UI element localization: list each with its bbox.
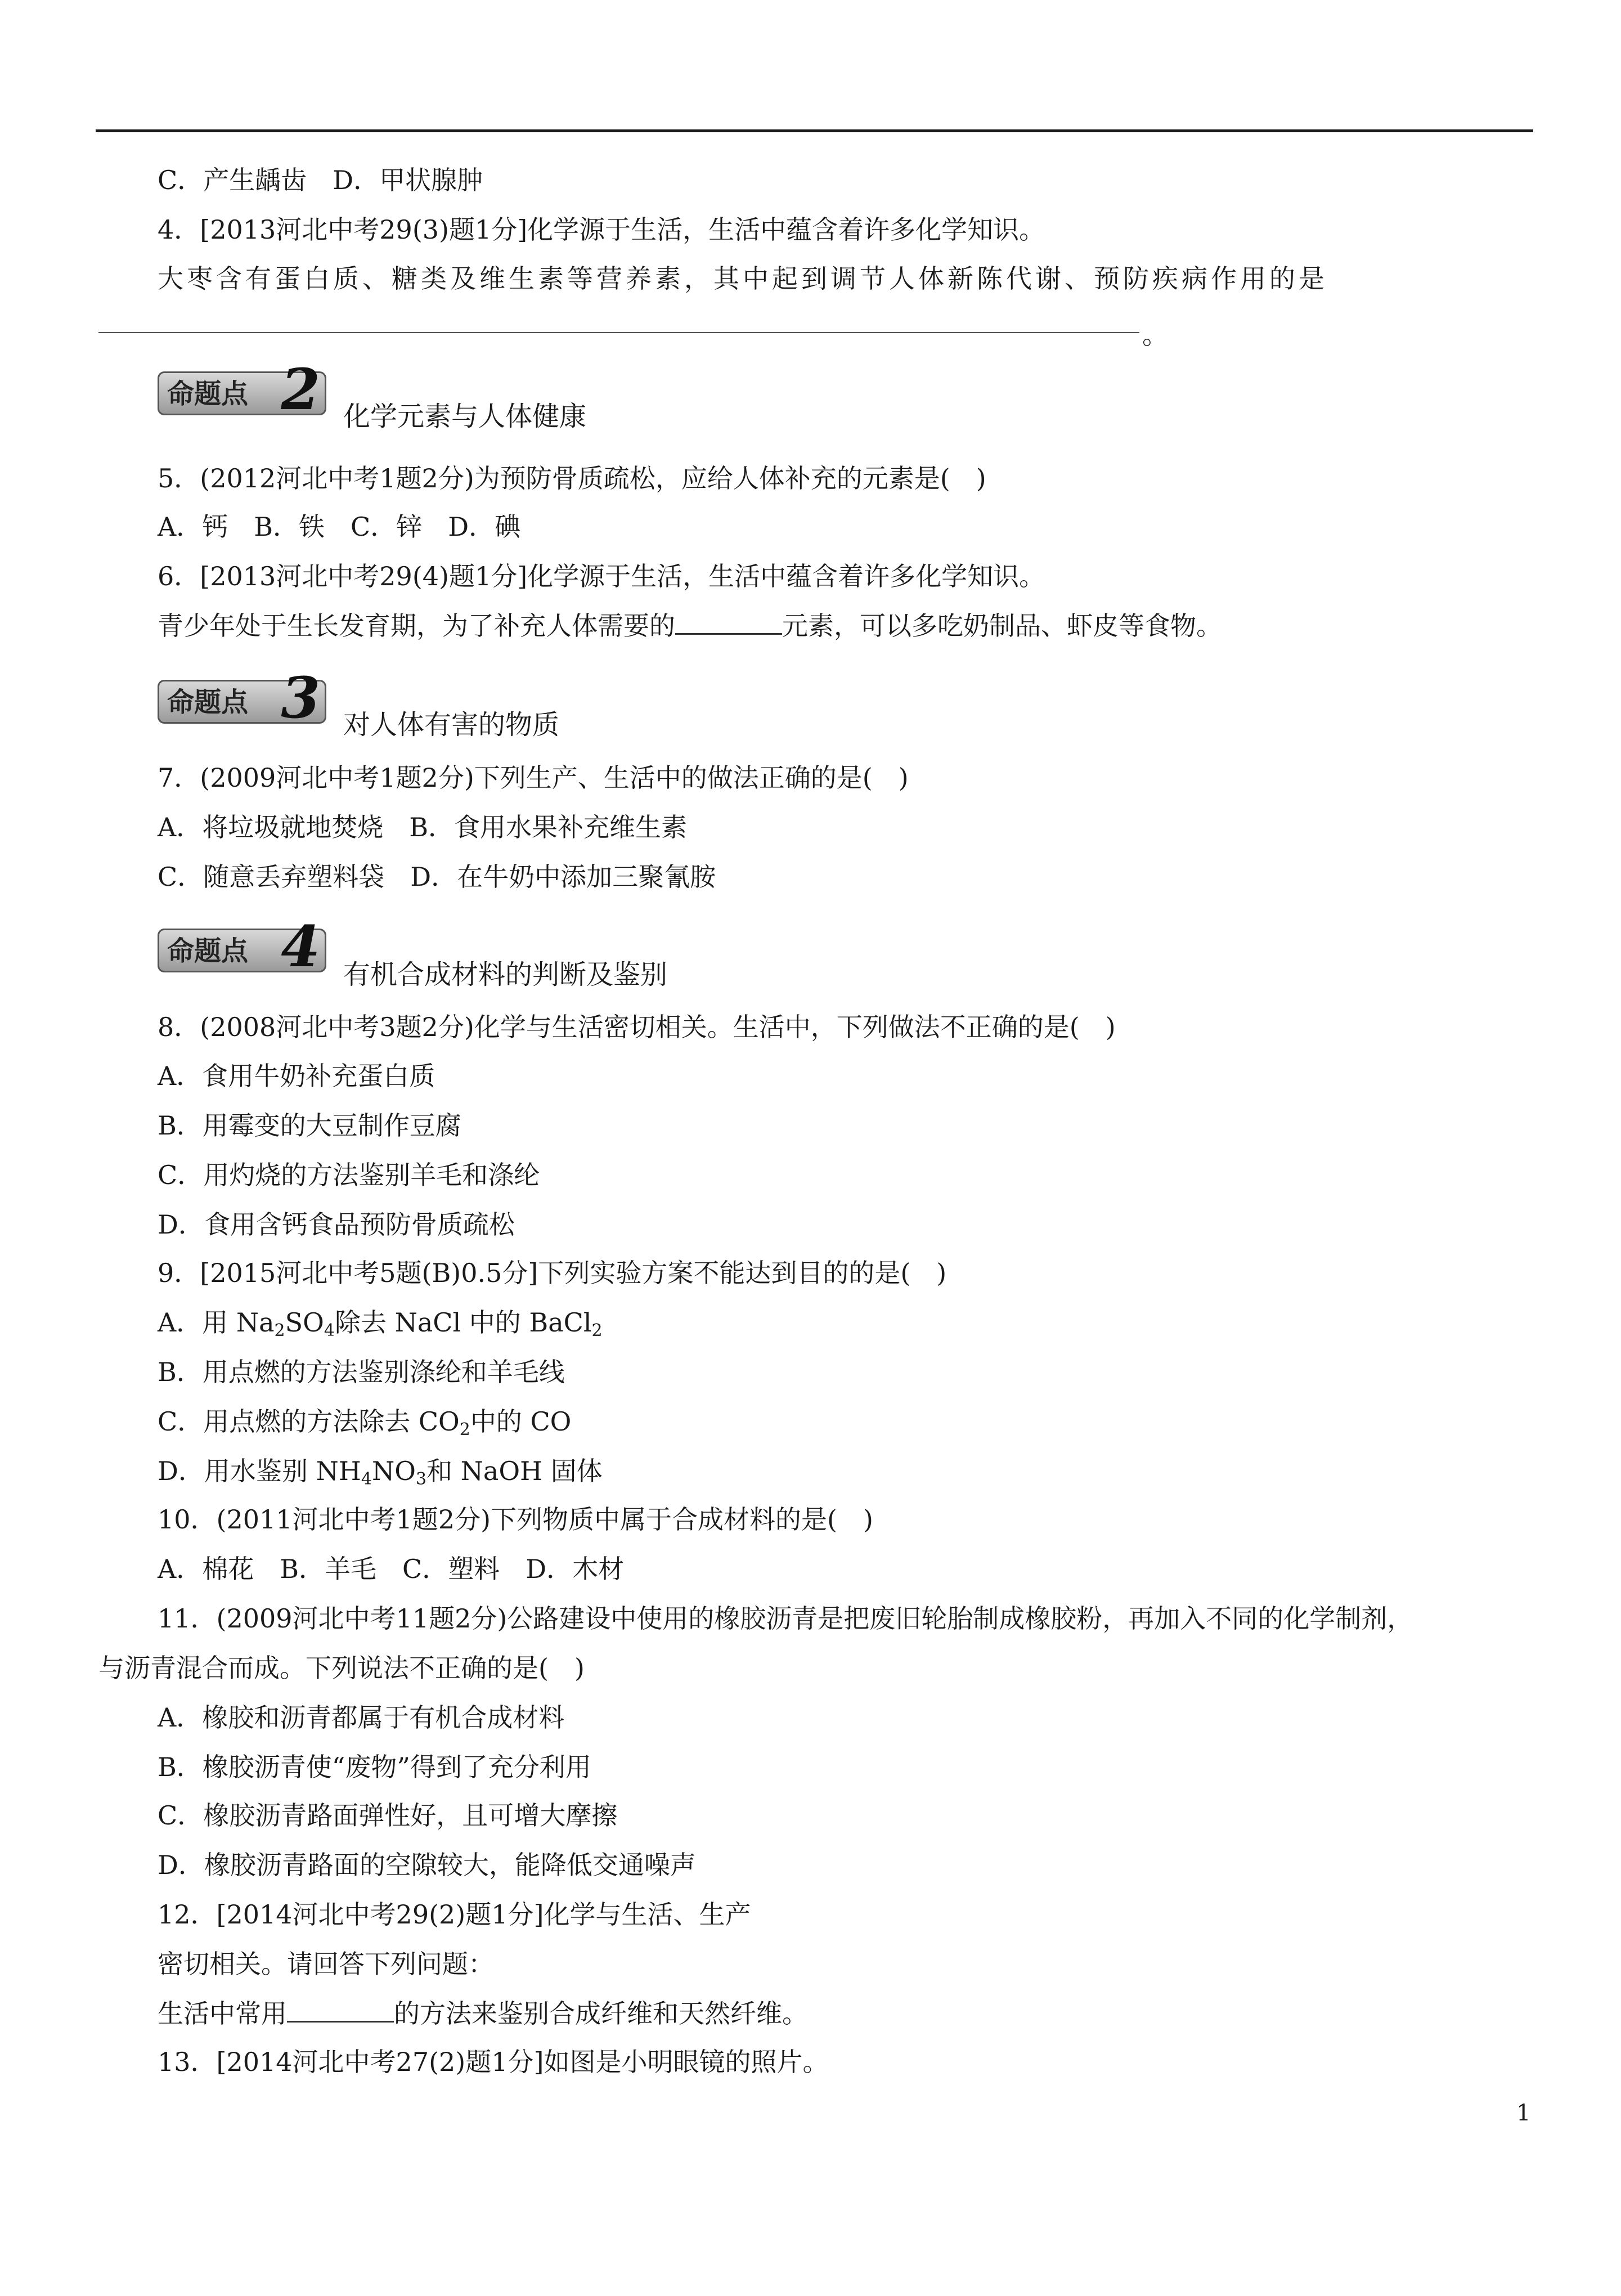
section-title-3: 对人体有害的物质	[343, 709, 560, 741]
q9-option-c	[158, 1405, 571, 1438]
q9-d-sub: 4	[361, 1469, 372, 1489]
q12-line2: 密切相关。请回答下列问题：	[158, 1949, 494, 1979]
q12-text-after: 的方法来鉴别合成纤维和天然纤维。	[394, 1998, 808, 2029]
q8-option-a: A．食用牛奶补充蛋白质	[158, 1061, 435, 1091]
q9-a-sub: 2	[274, 1321, 285, 1340]
q9-a-sub: 4	[324, 1321, 335, 1340]
q3-options: C．产生龋齿 D．甲状腺肿	[158, 165, 483, 195]
q12-stem: 12．[2014河北中考29(2)题1分]化学与生活、生产	[158, 1899, 751, 1930]
section-badge-3	[158, 665, 326, 731]
q4-stem: 4．[2013河北中考29(3)题1分]化学源于生活，生活中蕴含着许多化学知识。	[158, 214, 1045, 245]
q6-answer-blank	[675, 611, 782, 635]
section-badge-4	[158, 913, 326, 980]
header-rule	[96, 129, 1533, 132]
q9-c-text: 中的 CO	[470, 1406, 572, 1437]
q7-options-1: A．将垃圾就地焚烧 B．食用水果补充维生素	[158, 812, 688, 842]
q12-answer-blank	[287, 1998, 394, 2023]
q8-stem: 8．(2008河北中考3题2分)化学与生活密切相关。生活中，下列做法不正确的是( )	[158, 1012, 1116, 1042]
q11-option-b: B．橡胶沥青使“废物”得到了充分利用	[158, 1752, 591, 1782]
section-badge-label: 命题点	[167, 687, 249, 718]
q10-options: A．棉花 B．羊毛 C．塑料 D．木材	[158, 1554, 625, 1584]
section-badge-2	[158, 356, 326, 423]
q8-option-c: C．用灼烧的方法鉴别羊毛和涤纶	[158, 1160, 540, 1190]
section-title-4: 有机合成材料的判断及鉴别	[343, 959, 668, 990]
q11-option-c: C．橡胶沥青路面弹性好，且可增大摩擦	[158, 1800, 618, 1831]
section-badge-number: 2	[281, 356, 320, 423]
q6-line2	[158, 609, 1222, 643]
q9-stem: 9．[2015河北中考5题(B)0.5分]下列实验方案不能达到目的的是( )	[158, 1258, 947, 1288]
q7-options-2: C．随意丢弃塑料袋 D．在牛奶中添加三聚氰胺	[158, 862, 716, 892]
q9-option-a	[158, 1306, 603, 1339]
q6-text-before: 青少年处于生长发育期，为了补充人体需要的	[158, 611, 675, 641]
q9-option-b: B．用点燃的方法鉴别涤纶和羊毛线	[158, 1357, 565, 1387]
section-title-2: 化学元素与人体健康	[343, 401, 587, 432]
q12-text-before: 生活中常用	[158, 1998, 287, 2029]
q9-a-sub: 2	[591, 1321, 603, 1340]
q9-d-text: NO	[371, 1456, 416, 1486]
q11-stem-1: 11．(2009河北中考11题2分)公路建设中使用的橡胶沥青是把废旧轮胎制成橡胶粉，再加入不同的化学制剂，	[158, 1603, 1413, 1634]
page-number: 1	[1516, 2100, 1531, 2126]
q13-stem: 13．[2014河北中考27(2)题1分]如图是小明眼镜的照片。	[158, 2047, 829, 2077]
q12-line3	[158, 1997, 808, 2030]
q4-line2: 大枣含有蛋白质、糖类及维生素等营养素，其中起到调节人体新陈代谢、预防疾病作用的是	[158, 263, 1328, 294]
section-badge-number: 3	[281, 665, 320, 731]
q8-option-b: B．用霉变的大豆制作豆腐	[158, 1110, 461, 1141]
q5-stem: 5．(2012河北中考1题2分)为预防骨质疏松，应给人体补充的元素是( )	[158, 463, 986, 494]
q7-stem: 7．(2009河北中考1题2分)下列生产、生活中的做法正确的是( )	[158, 763, 909, 793]
q6-text-after: 元素，可以多吃奶制品、虾皮等食物。	[782, 611, 1222, 641]
q4-end: 。	[1142, 320, 1168, 350]
q11-option-a: A．橡胶和沥青都属于有机合成材料	[158, 1702, 565, 1733]
q6-stem: 6．[2013河北中考29(4)题1分]化学源于生活，生活中蕴含着许多化学知识。	[158, 561, 1045, 591]
q10-stem: 10．(2011河北中考1题2分)下列物质中属于合成材料的是( )	[158, 1504, 873, 1535]
q9-a-text: 除去 NaCl 中的 BaCl	[334, 1307, 592, 1338]
q9-d-text: 和 NaOH 固体	[426, 1456, 603, 1486]
q4-answer-blank	[98, 332, 1139, 333]
q9-c-sub: 2	[459, 1420, 470, 1440]
q9-d-text: D．用水鉴别 NH	[158, 1456, 361, 1486]
q8-option-d: D．食用含钙食品预防骨质疏松	[158, 1209, 515, 1240]
q9-a-text: SO	[285, 1307, 324, 1338]
q11-option-d: D．橡胶沥青路面的空隙较大，能降低交通噪声	[158, 1850, 696, 1880]
q9-a-text: A．用 Na	[158, 1307, 275, 1338]
section-badge-label: 命题点	[167, 378, 249, 410]
section-badge-label: 命题点	[167, 935, 249, 967]
q11-stem-2: 与沥青混合而成。下列说法不正确的是( )	[98, 1653, 585, 1683]
q9-d-sub: 3	[415, 1469, 427, 1489]
q9-c-text: C．用点燃的方法除去 CO	[158, 1406, 460, 1437]
q5-options: A．钙 B．铁 C．锌 D．碘	[158, 512, 521, 542]
section-badge-number: 4	[281, 913, 320, 980]
q9-option-d	[158, 1454, 603, 1488]
